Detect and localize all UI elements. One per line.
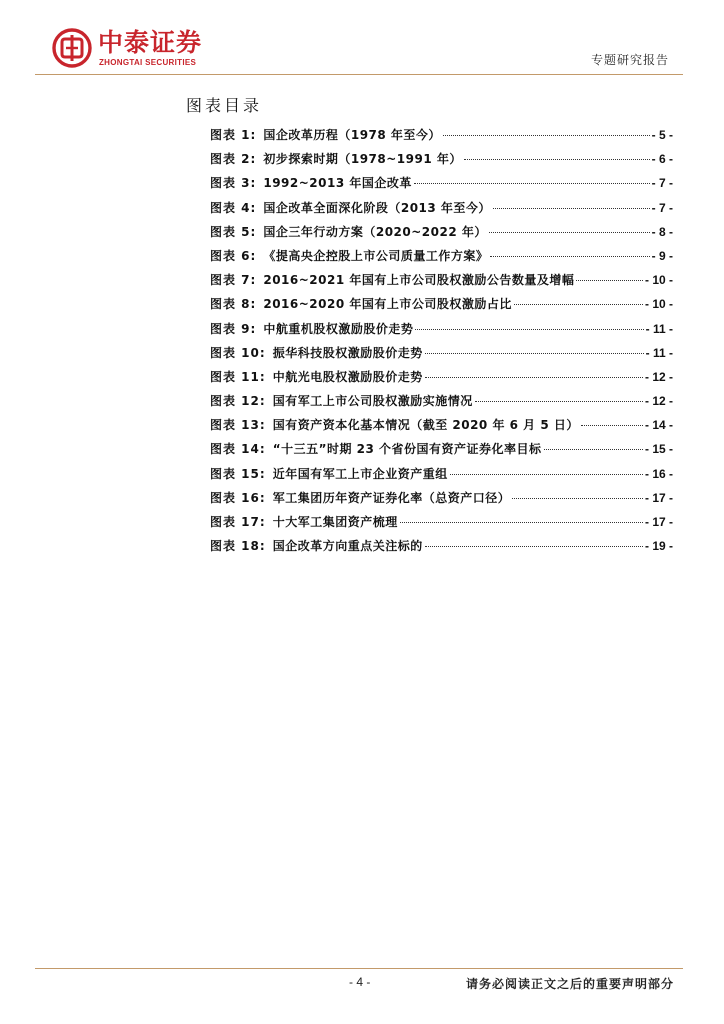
toc-entry-page: - 17 - (644, 515, 673, 529)
toc-entry-title: 初步探索时期（1978~1991 年） (263, 152, 462, 167)
toc-entry-label: 图表 8 (210, 297, 251, 312)
toc-entry-page: - 7 - (651, 176, 673, 191)
toc-entry[interactable] (210, 271, 673, 295)
toc-entry-title: 国企三年行动方案（2020~2022 年） (263, 224, 487, 239)
toc-dot-leader (489, 232, 650, 233)
toc-list (210, 126, 673, 561)
toc-entry-colon: : (250, 200, 256, 215)
toc-entry-label: 图表 15 (210, 466, 260, 481)
toc-entry-title: 军工集团历年资产证券化率（总资产口径） (272, 490, 511, 505)
toc-entry-page: - 17 - (644, 490, 673, 505)
toc-dot-leader (493, 208, 650, 209)
toc-entry-title: “十三五”时期 23 个省份国有资产证券化率目标 (272, 442, 542, 457)
toc-dot-leader (581, 425, 643, 426)
toc-entry-title: 1992~2013 年国企改革 (263, 176, 412, 191)
toc-entry-label: 图表 16 (210, 490, 260, 505)
toc-entry-label: 图表 4 (210, 200, 251, 215)
toc-entry[interactable] (210, 247, 673, 271)
toc-entry-page: - 12 - (644, 369, 673, 384)
toc-dot-leader (576, 280, 643, 281)
zhongtai-logo-icon (52, 28, 92, 68)
toc-entry-title: 近年国有军工上市企业资产重组 (272, 466, 448, 481)
toc-entry-page: - 9 - (651, 248, 673, 263)
toc-entry[interactable] (210, 320, 673, 344)
toc-entry-colon: : (250, 248, 256, 263)
toc-entry-colon: : (259, 418, 265, 433)
toc-entry-colon: : (250, 321, 256, 336)
toc-entry[interactable] (210, 368, 673, 392)
logo-chinese-name: 中泰证券 (98, 28, 203, 57)
toc-entry[interactable] (210, 295, 673, 319)
toc-title: 图表目录 (186, 96, 263, 115)
toc-entry[interactable] (210, 126, 673, 150)
toc-entry-title: 国有资产资本化基本情况（截至 2020 年 6 月 5 日） (272, 418, 579, 433)
toc-entry-label: 图表 3 (210, 176, 251, 191)
toc-entry-title: 振华科技股权激励股价走势 (272, 345, 423, 360)
toc-entry-label: 图表 18 (210, 539, 260, 554)
toc-entry[interactable] (210, 513, 673, 537)
toc-entry-colon: : (250, 224, 256, 239)
toc-entry-page: - 14 - (644, 418, 673, 433)
toc-entry[interactable] (210, 440, 673, 464)
toc-entry-colon: : (250, 152, 256, 167)
toc-entry-page: - 10 - (644, 273, 673, 288)
toc-entry-colon: : (259, 490, 265, 505)
toc-dot-leader (450, 474, 643, 475)
toc-dot-leader (490, 256, 649, 257)
toc-entry-colon: : (250, 297, 256, 312)
toc-dot-leader (400, 522, 643, 523)
toc-entry-page: - 19 - (644, 539, 673, 554)
toc-entry[interactable] (210, 537, 673, 561)
toc-entry-colon: : (259, 369, 265, 384)
toc-entry-label: 图表 10 (210, 345, 260, 360)
toc-dot-leader (425, 546, 643, 547)
header-divider (35, 74, 683, 75)
toc-entry[interactable] (210, 416, 673, 440)
toc-entry-title: 国企改革全面深化阶段（2013 年至今） (263, 200, 491, 215)
toc-entry-label: 图表 7 (210, 273, 251, 288)
toc-entry-title: 国有军工上市公司股权激励实施情况 (272, 394, 473, 409)
logo-english-name: ZHONGTAI SECURITIES (99, 58, 197, 67)
toc-entry[interactable] (210, 392, 673, 416)
toc-entry-colon: : (250, 273, 256, 288)
toc-entry-label: 图表 11 (210, 369, 260, 384)
toc-entry-page: - 15 - (644, 442, 673, 457)
toc-dot-leader (464, 159, 650, 160)
toc-entry[interactable] (210, 465, 673, 489)
toc-entry-colon: : (259, 539, 265, 554)
toc-dot-leader (475, 401, 643, 402)
toc-entry-title: 十大军工集团资产梳理 (272, 515, 398, 529)
toc-dot-leader (415, 329, 643, 330)
toc-dot-leader (514, 304, 643, 305)
toc-entry-page: - 11 - (645, 345, 673, 360)
toc-entry-colon: : (250, 128, 256, 142)
toc-entry-page: - 7 - (651, 200, 673, 215)
toc-entry-label: 图表 9 (210, 321, 251, 336)
toc-entry-title: 2016~2020 年国有上市公司股权激励占比 (263, 297, 512, 312)
toc-entry[interactable] (210, 174, 673, 198)
toc-entry[interactable] (210, 489, 673, 513)
toc-dot-leader (414, 183, 650, 184)
toc-entry-title: 2016~2021 年国有上市公司股权激励公告数量及增幅 (263, 273, 575, 288)
page-header (0, 0, 724, 80)
toc-entry-label: 图表 13 (210, 418, 260, 433)
report-type-label: 专题研究报告 (590, 53, 669, 67)
toc-entry-label: 图表 14 (210, 442, 260, 457)
toc-entry-page: - 10 - (644, 297, 673, 312)
toc-dot-leader (544, 449, 643, 450)
footer-divider (35, 968, 683, 969)
toc-entry-page: - 16 - (644, 466, 673, 481)
toc-dot-leader (512, 498, 643, 499)
toc-entry-label: 图表 1 (210, 128, 251, 142)
toc-entry-label: 图表 6 (210, 248, 251, 263)
toc-entry-title: 国企改革方向重点关注标的 (272, 539, 423, 554)
footer-disclaimer-notice: 请务必阅读正文之后的重要声明部分 (465, 977, 674, 991)
toc-entry[interactable] (210, 223, 673, 247)
toc-entry-label: 图表 5 (210, 224, 251, 239)
toc-entry-title: 中航光电股权激励股价走势 (272, 369, 423, 384)
toc-entry-label: 图表 12 (210, 394, 260, 409)
toc-entry-page: - 12 - (644, 394, 673, 409)
toc-entry[interactable] (210, 150, 673, 174)
toc-dot-leader (443, 135, 650, 136)
toc-entry-page: - 5 - (651, 128, 673, 142)
toc-entry-page: - 6 - (651, 152, 673, 167)
toc-entry[interactable] (210, 199, 673, 223)
toc-entry-colon: : (259, 345, 265, 360)
toc-entry-colon: : (259, 442, 265, 457)
toc-entry-colon: : (259, 466, 265, 481)
toc-dot-leader (425, 377, 643, 378)
toc-entry-page: - 8 - (651, 224, 673, 239)
toc-entry-colon: : (259, 515, 265, 529)
footer-page-number: - 4 - (349, 975, 371, 989)
toc-entry[interactable] (210, 344, 673, 368)
toc-entry-title: 国企改革历程（1978 年至今） (263, 128, 441, 142)
toc-entry-label: 图表 2 (210, 152, 251, 167)
toc-entry-title: 中航重机股权激励股价走势 (263, 321, 414, 336)
toc-dot-leader (425, 353, 644, 354)
toc-entry-title: 《提高央企控股上市公司质量工作方案》 (263, 248, 489, 263)
toc-entry-label: 图表 17 (210, 515, 260, 529)
toc-entry-colon: : (250, 176, 256, 191)
toc-entry-page: - 11 - (645, 321, 673, 336)
toc-entry-colon: : (259, 394, 265, 409)
